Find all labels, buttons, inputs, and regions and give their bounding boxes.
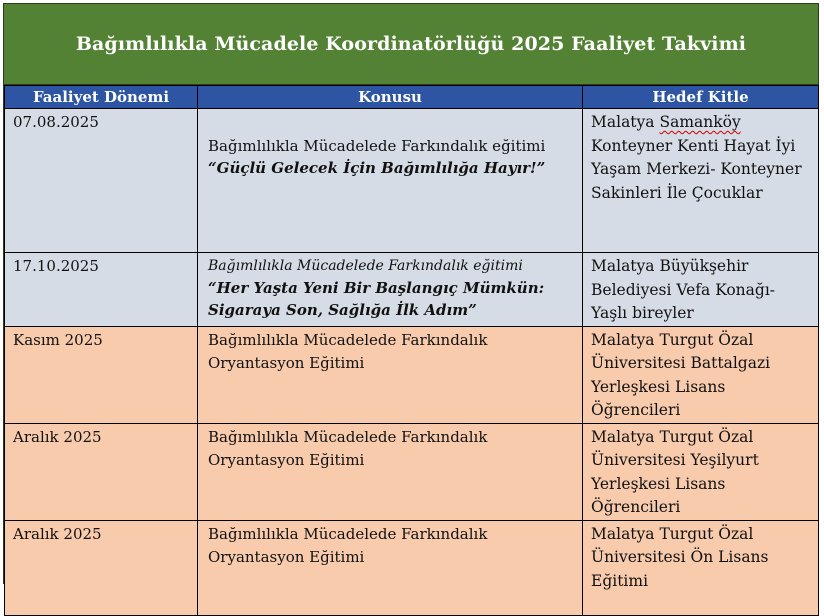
audience-cell: Malatya Turgut Özal Üniversitesi Yeşilyurt Yerleşkesi Lisans Öğrencileri bbox=[583, 423, 819, 520]
subject-cell bbox=[198, 109, 583, 253]
period-cell: Aralık 2025 bbox=[5, 423, 198, 520]
header-period: Faaliyet Dönemi bbox=[5, 86, 198, 109]
table-row bbox=[5, 326, 819, 423]
table-row bbox=[5, 520, 819, 615]
table-row bbox=[5, 109, 819, 253]
subject-cell: Bağımlılıkla Mücadelede Farkındalık Oryantasyon Eğitimi bbox=[198, 326, 583, 423]
page-title: Bağımlılıkla Mücadele Koordinatörlüğü 2025 Faaliyet Takvimi bbox=[75, 33, 747, 55]
audience-text-end: Konteyner Kenti Hayat İyi Yaşam Merkezi- Konteyner Sakinleri İle Çocuklar bbox=[591, 136, 802, 202]
audience-cell: Malatya Turgut Özal Üniversitesi Battalgazi Yerleşkesi Lisans Öğrencileri bbox=[583, 326, 819, 423]
subject-slogan: “Güçlü Gelecek İçin Bağımlılığa Hayır!” bbox=[208, 159, 546, 177]
subject-cell bbox=[198, 253, 583, 327]
period-cell: 07.08.2025 bbox=[5, 109, 198, 253]
table-row bbox=[5, 253, 819, 327]
header-subject: Konusu bbox=[198, 86, 583, 109]
audience-cell bbox=[583, 109, 819, 253]
subject-slogan: “Her Yaşta Yeni Bir Başlangıç Mümkün: Sigaraya Son, Sağlığa İlk Adım” bbox=[208, 279, 545, 319]
subject-cell: Bağımlılıkla Mücadelede Farkındalık Oryantasyon Eğitimi bbox=[198, 520, 583, 615]
subject-cell: Bağımlılıkla Mücadelede Farkındalık Oryantasyon Eğitimi bbox=[198, 423, 583, 520]
header-audience: Hedef Kitle bbox=[583, 86, 819, 109]
subject-text: Bağımlılıkla Mücadelede Farkındalık eğitimi bbox=[208, 137, 546, 155]
audience-cell: Malatya Büyükşehir Belediyesi Vefa Konağı- Yaşlı bireyler bbox=[583, 253, 819, 327]
period-cell: Kasım 2025 bbox=[5, 326, 198, 423]
audience-text-start: Malatya bbox=[591, 113, 660, 131]
header-row bbox=[5, 86, 819, 109]
title-bar bbox=[4, 4, 818, 85]
period-cell: Aralık 2025 bbox=[5, 520, 198, 615]
spellcheck-word: Samanköy bbox=[659, 113, 741, 131]
period-cell: 17.10.2025 bbox=[5, 253, 198, 327]
subject-text: Bağımlılıkla Mücadelede Farkındalık eğitimi bbox=[208, 258, 523, 274]
activity-calendar-table bbox=[3, 3, 819, 590]
audience-cell: Malatya Turgut Özal Üniversitesi Ön Lisans Eğitimi bbox=[583, 520, 819, 615]
table-row bbox=[5, 423, 819, 520]
calendar-table bbox=[4, 85, 819, 616]
